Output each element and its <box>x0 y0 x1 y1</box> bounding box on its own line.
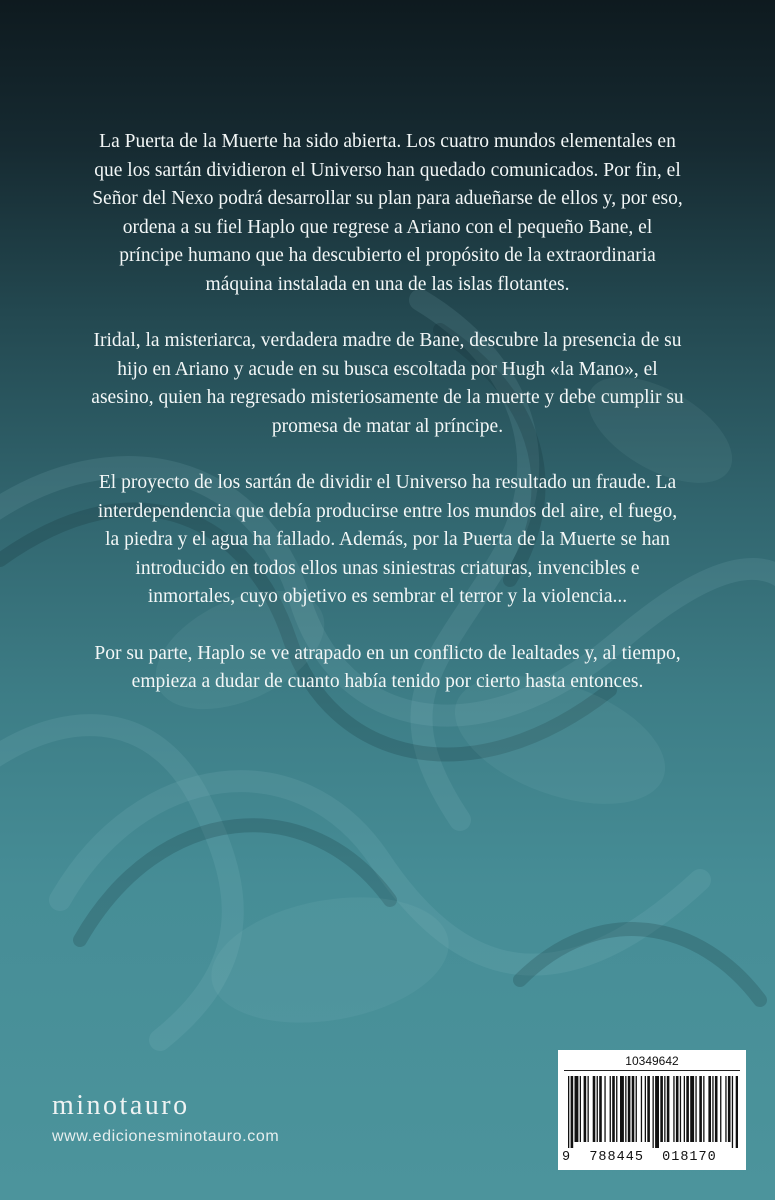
barcode-bar <box>571 1076 574 1148</box>
barcode-bar <box>588 1076 589 1142</box>
barcode-bar <box>715 1076 718 1142</box>
barcode-bar <box>720 1076 721 1142</box>
barcode-bar <box>708 1076 711 1142</box>
isbn-prefix: 9 <box>562 1150 572 1165</box>
barcode-bar <box>593 1076 596 1142</box>
synopsis-paragraph-2: Iridal, la misteriarca, verdadera madre de Bane, descubre la presencia de su hijo en Ariano y acude en su busca escoltada por Hugh «la Mano», el asesino, quien ha regresado misteriosamente de la muerte y debe cumplir su promesa de matar al príncipe. <box>91 330 684 437</box>
barcode-bar <box>584 1076 587 1142</box>
barcode-bar <box>732 1076 733 1148</box>
barcode-bar <box>676 1076 679 1142</box>
barcode-bar <box>632 1076 635 1142</box>
barcode-bar <box>599 1076 602 1142</box>
barcode-bar <box>728 1076 731 1142</box>
barcode-bar <box>597 1076 598 1142</box>
barcode-bar <box>653 1076 654 1148</box>
publisher-url: www.edicionesminotauro.com <box>52 1128 280 1145</box>
barcode-bar <box>664 1076 665 1142</box>
synopsis-paragraph-1: La Puerta de la Muerte ha sido abierta. Los cuatro mundos elementales en que los sartán dividieron el Universo han quedado comunicados. Por fin, el Señor del Nexo podrá desarrollar su plan para adueñarse de ellos y, por eso, ordena a su fiel Haplo que regrese a Ariano con el pequeño Bane, el príncipe humano que ha descubierto el propósito de la extraordinaria máquina instalada en una de las islas flotantes. <box>92 131 683 295</box>
barcode-bar <box>641 1076 642 1142</box>
barcode-bar <box>636 1076 637 1142</box>
barcode-bar <box>712 1076 713 1142</box>
internal-code: 10349642 <box>625 1054 679 1068</box>
synopsis-text <box>90 128 685 725</box>
barcode-bar <box>699 1076 702 1142</box>
barcode-divider <box>564 1070 740 1071</box>
barcode-bar <box>673 1076 674 1142</box>
barcode-bar <box>568 1076 569 1148</box>
barcode-bars <box>566 1076 738 1148</box>
publisher-logo: minotauro <box>52 1090 190 1121</box>
barcode-bar <box>628 1076 631 1142</box>
barcode-bar <box>575 1076 579 1142</box>
synopsis-paragraph-3: El proyecto de los sartán de dividir el Universo ha resultado un fraude. La interdependencia que debía producirse entre los mundos del aire, el fuego, la piedra y el agua ha fallado. Además, por la Puerta de la Muerte se han introducido en todos ellos unas siniestras criaturas, invencibles e inmortales, cuyo objetivo es sembrar el terror y la violencia... <box>97 472 678 607</box>
synopsis-paragraph-4: Por su parte, Haplo se ve atrapado en un conflicto de lealtades y, al tiempo, empieza a dudar de cuanto había tenido por cierto hasta entonces. <box>94 642 681 692</box>
barcode-bar <box>647 1076 650 1142</box>
barcode-bar <box>660 1076 663 1142</box>
barcode-bar <box>725 1076 726 1142</box>
barcode-bar <box>680 1076 681 1142</box>
barcode-bar <box>580 1076 581 1142</box>
barcode-bar <box>655 1076 659 1148</box>
barcode-bar <box>690 1076 694 1142</box>
isbn-digits <box>562 1150 742 1165</box>
barcode-bar <box>625 1076 626 1142</box>
barcode-bar <box>684 1076 685 1142</box>
barcode-label <box>558 1050 746 1170</box>
barcode-bar <box>686 1076 689 1142</box>
barcode-bar <box>612 1076 615 1142</box>
barcode-bar <box>667 1076 670 1142</box>
barcode-bar <box>703 1076 704 1142</box>
barcode-bar <box>610 1076 611 1142</box>
barcode-bar <box>620 1076 624 1142</box>
barcode-bar <box>695 1076 696 1142</box>
isbn-group-1: 788445 <box>589 1150 644 1165</box>
barcode-bar <box>616 1076 617 1142</box>
barcode-bar <box>604 1076 605 1142</box>
barcode-bar <box>736 1076 738 1148</box>
isbn-group-2: 018170 <box>662 1150 717 1165</box>
barcode-bar <box>645 1076 646 1142</box>
